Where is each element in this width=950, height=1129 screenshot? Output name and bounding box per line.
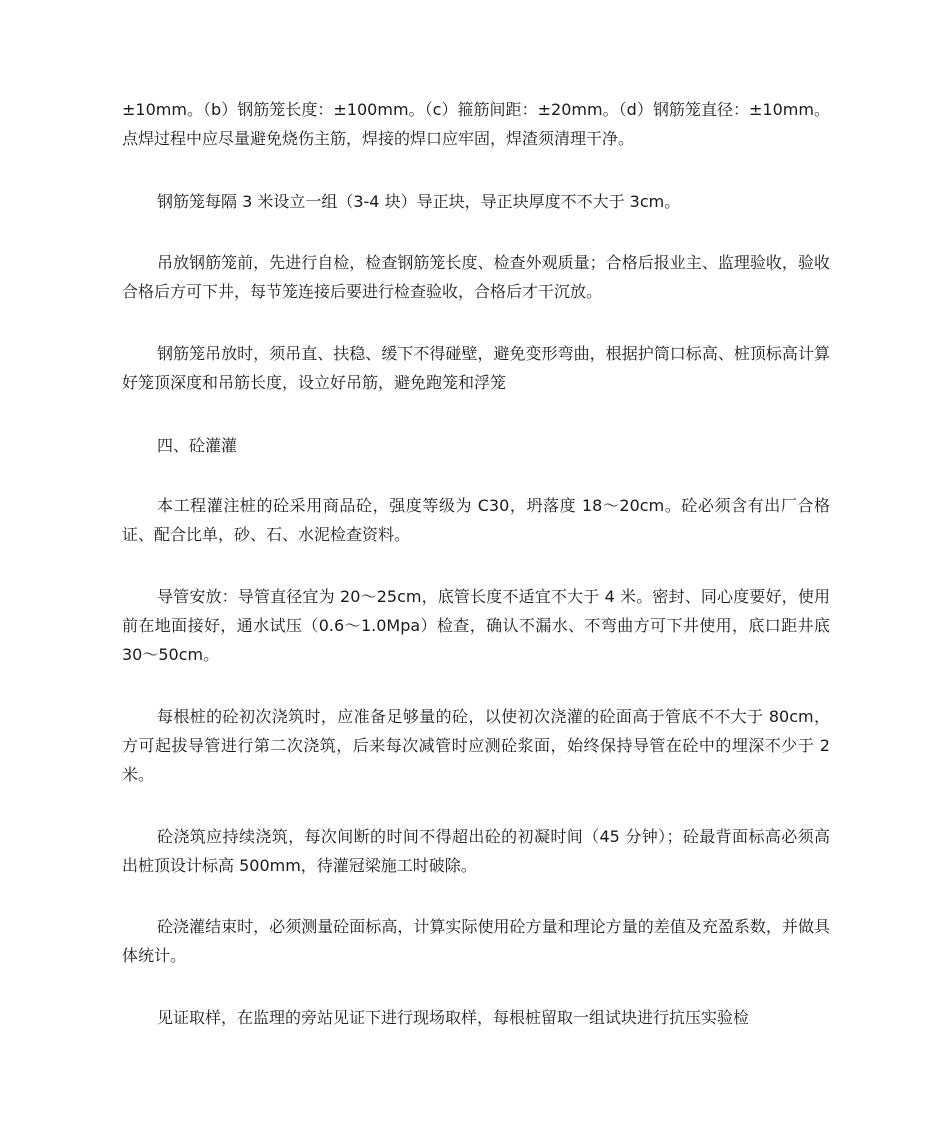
paragraph-pour-completion: 砼浇灌结束时，必须测量砼面标高，计算实际使用砼方量和理论方量的差值及充盈系数，并做具体统计。 — [122, 917, 830, 965]
paragraph-tolerance-continued: ±10mm。（b）钢筋笼长度：±100mm。（c）箍筋间距：±20mm。（d）钢筋笼直径：±10mm。点焊过程中应尽量避免烧伤主筋，焊接的焊口应牢固，焊渣须清理干净。 — [122, 100, 830, 148]
paragraph-initial-pour: 每根桩的砼初次浇筑时，应准备足够量的砼，以使初次浇灌的砼面高于管底不不大于 80cm，方可起拔导管进行第二次浇筑，后来每次减管时应测砼浆面，始终保持导管在砼中的埋深不少于 2 米。 — [122, 707, 830, 784]
paragraph-continuous-pour: 砼浇筑应持续浇筑，每次间断的时间不得超出砼的初凝时间（45 分钟）；砼最背面标高必须高出桩顶设计标高 500mm，待灌冠梁施工时破除。 — [122, 827, 830, 875]
paragraph-tremie-pipe: 导管安放：导管直径宜为 20～25cm，底管长度不适宜不大于 4 米。密封、同心度要好，使用前在地面接好，通水试压（0.6～1.0Mpa）检查，确认不漏水、不弯曲方可下井使用，底口距井底 30～50cm。 — [122, 587, 830, 664]
paragraph-witness-sampling: 见证取样，在监理的旁站见证下进行现场取样，每根桩留取一组试块进行抗压实验检 — [157, 1008, 750, 1027]
section-heading-concrete-pouring: 四、砼灌灌 — [157, 436, 238, 455]
paragraph-guide-blocks: 钢筋笼每隔 3 米设立一组（3-4 块）导正块，导正块厚度不不大于 3cm。 — [157, 192, 681, 211]
paragraph-concrete-spec: 本工程灌注桩的砼采用商品砼，强度等级为 C30，坍落度 18～20cm。砼必须含有出厂合格证、配合比单，砂、石、水泥检查资料。 — [122, 496, 830, 544]
paragraph-cage-hoisting: 钢筋笼吊放时，须吊直、扶稳、缓下不得碰壁，避免变形弯曲，根据护筒口标高、桩顶标高计算好笼顶深度和吊筋长度，设立好吊筋，避免跑笼和浮笼 — [122, 344, 830, 392]
paragraph-cage-inspection: 吊放钢筋笼前，先进行自检，检查钢筋笼长度、检查外观质量；合格后报业主、监理验收，验收合格后方可下井，每节笼连接后要进行检查验收，合格后才干沉放。 — [122, 253, 830, 301]
